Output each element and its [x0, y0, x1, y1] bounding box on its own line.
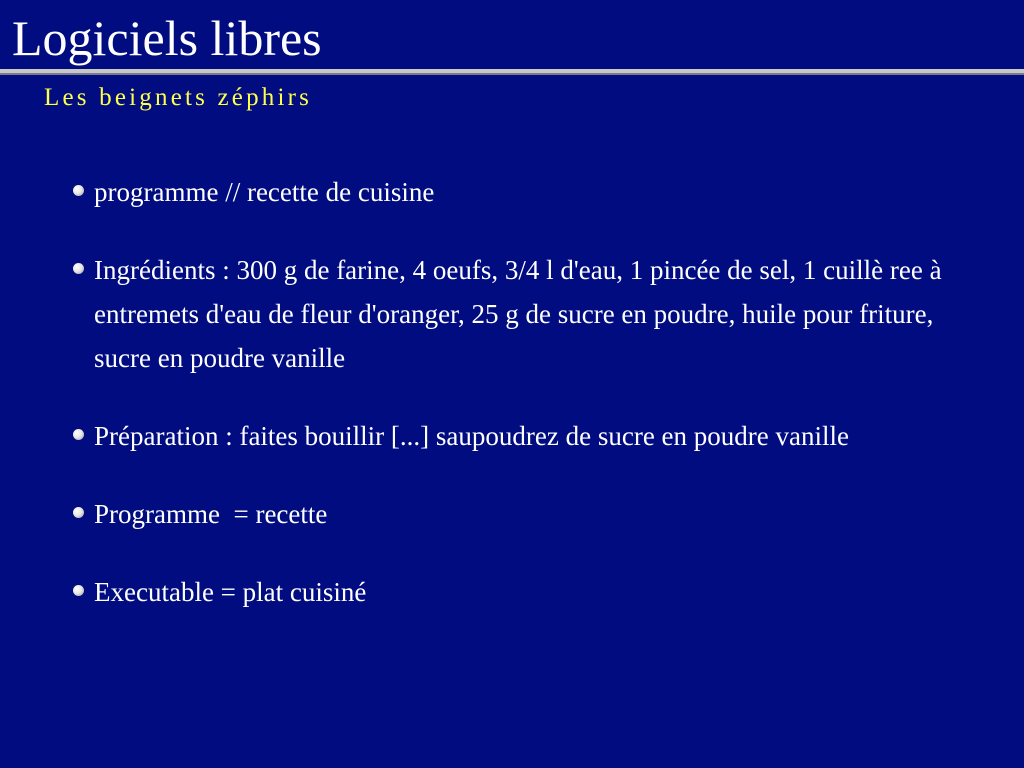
- slide-subtitle: Les beignets zéphirs: [44, 84, 313, 111]
- title-divider: [0, 69, 1024, 75]
- bullet-list: [72, 170, 992, 614]
- bullet-text: programme // recette de cuisine: [94, 177, 435, 207]
- bullet-dot-icon: [73, 585, 84, 596]
- list-item: [72, 492, 992, 536]
- list-item: [72, 170, 992, 214]
- bullet-text: Ingrédients : 300 g de farine, 4 oeufs, 3/4 l d'eau, 1 pincée de sel, 1 cuillè ree à entremets d'eau de fleur d'oranger, 25 g de sucre en poudre, huile pour friture, sucre en poudre vanille: [94, 255, 949, 373]
- list-item: [72, 570, 992, 614]
- bullet-dot-icon: [73, 507, 84, 518]
- slide-title: Logiciels libres: [12, 10, 322, 66]
- bullet-text: Préparation : faites bouillir [...] saupoudrez de sucre en poudre vanille: [94, 421, 849, 451]
- bullet-dot-icon: [73, 185, 84, 196]
- bullet-text: Programme = recette: [94, 499, 328, 529]
- list-item: [72, 414, 992, 458]
- bullet-text: Executable = plat cuisiné: [94, 577, 367, 607]
- bullet-dot-icon: [73, 263, 84, 274]
- list-item: [72, 248, 992, 380]
- bullet-dot-icon: [73, 429, 84, 440]
